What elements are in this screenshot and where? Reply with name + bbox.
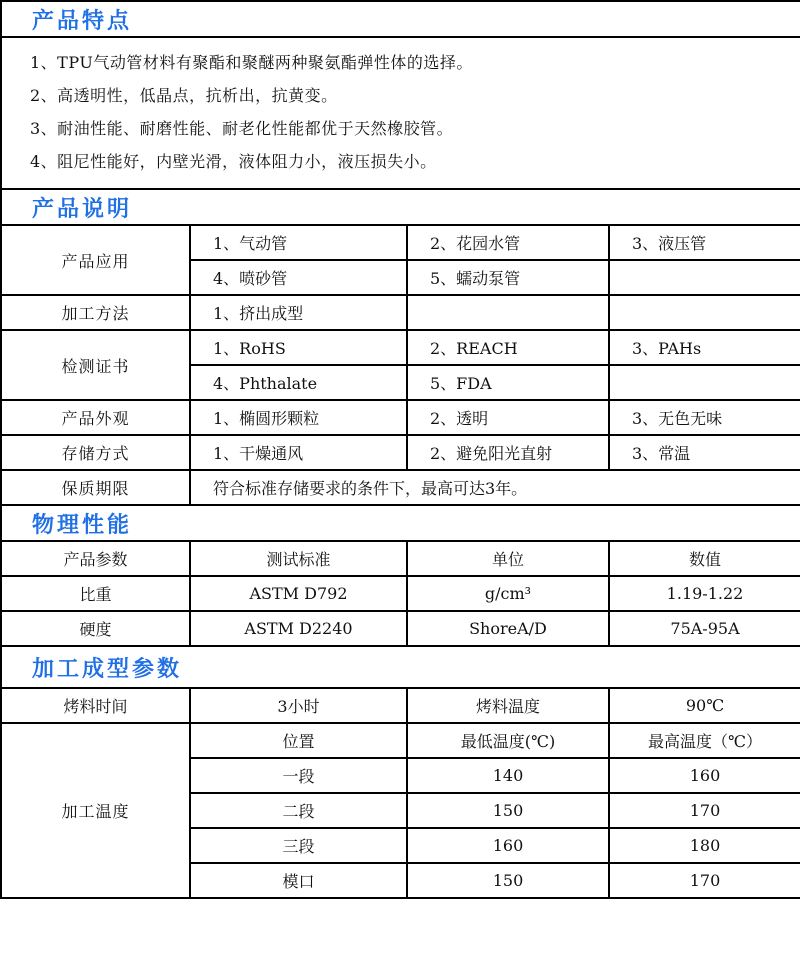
table-row bbox=[1, 330, 800, 365]
column-header: 数值 bbox=[609, 541, 800, 576]
processing-title: 加工成型参数 bbox=[1, 646, 800, 688]
cell: 160 bbox=[609, 758, 800, 793]
cell: 1、干燥通风 bbox=[190, 435, 407, 470]
features-title: 产品特点 bbox=[1, 1, 800, 37]
description-title: 产品说明 bbox=[1, 189, 800, 225]
cell bbox=[407, 295, 609, 330]
cell: g/cm³ bbox=[407, 576, 609, 611]
cell: 3、PAHs bbox=[609, 330, 800, 365]
feature-item: 4、阻尼性能好，内壁光滑，液体阻力小，液压损失小。 bbox=[30, 152, 437, 171]
processing-section-header bbox=[1, 646, 800, 688]
row-label-application: 产品应用 bbox=[1, 225, 190, 295]
cell: 180 bbox=[609, 828, 800, 863]
cell: 140 bbox=[407, 758, 609, 793]
cell: 2、REACH bbox=[407, 330, 609, 365]
cell: 烤料温度 bbox=[407, 688, 609, 723]
cell: 3、无色无味 bbox=[609, 400, 800, 435]
cell: 4、喷砂管 bbox=[190, 260, 407, 295]
table-header-row bbox=[1, 723, 800, 758]
row-label-processing-temp: 加工温度 bbox=[1, 723, 190, 898]
cell: 3小时 bbox=[190, 688, 407, 723]
column-header: 单位 bbox=[407, 541, 609, 576]
feature-item: 1、TPU气动管材料有聚酯和聚醚两种聚氨酯弹性体的选择。 bbox=[30, 53, 473, 72]
cell: 2、避免阳光直射 bbox=[407, 435, 609, 470]
description-section-header bbox=[1, 189, 800, 225]
cell: ShoreA/D bbox=[407, 611, 609, 646]
physical-title: 物理性能 bbox=[1, 505, 800, 541]
cell: 5、FDA bbox=[407, 365, 609, 400]
cell: 比重 bbox=[1, 576, 190, 611]
cell: ASTM D792 bbox=[190, 576, 407, 611]
table-row bbox=[1, 688, 800, 723]
table-row bbox=[1, 400, 800, 435]
table-row bbox=[1, 470, 800, 505]
row-label-processing-method: 加工方法 bbox=[1, 295, 190, 330]
column-header: 测试标准 bbox=[190, 541, 407, 576]
cell: 2、花园水管 bbox=[407, 225, 609, 260]
cell: ASTM D2240 bbox=[190, 611, 407, 646]
row-label-shelf-life: 保质期限 bbox=[1, 470, 190, 505]
cell: 170 bbox=[609, 793, 800, 828]
column-header: 产品参数 bbox=[1, 541, 190, 576]
feature-item: 2、高透明性，低晶点，抗析出，抗黄变。 bbox=[30, 86, 338, 105]
row-label-appearance: 产品外观 bbox=[1, 400, 190, 435]
table-row bbox=[1, 611, 800, 646]
cell: 5、蠕动泵管 bbox=[407, 260, 609, 295]
feature-item: 3、耐油性能、耐磨性能、耐老化性能都优于天然橡胶管。 bbox=[30, 119, 454, 138]
features-body bbox=[1, 37, 800, 189]
cell bbox=[609, 365, 800, 400]
cell: 三段 bbox=[190, 828, 407, 863]
cell: 75A-95A bbox=[609, 611, 800, 646]
cell: 1、气动管 bbox=[190, 225, 407, 260]
cell: 3、常温 bbox=[609, 435, 800, 470]
cell: 1、RoHS bbox=[190, 330, 407, 365]
cell: 150 bbox=[407, 793, 609, 828]
cell: 90℃ bbox=[609, 688, 800, 723]
cell: 模口 bbox=[190, 863, 407, 898]
shelf-life-text: 符合标准存储要求的条件下，最高可达3年。 bbox=[190, 470, 800, 505]
table-header-row bbox=[1, 541, 800, 576]
cell: 硬度 bbox=[1, 611, 190, 646]
features-section-header bbox=[1, 1, 800, 37]
cell: 160 bbox=[407, 828, 609, 863]
cell: 4、Phthalate bbox=[190, 365, 407, 400]
table-row bbox=[1, 576, 800, 611]
cell: 2、透明 bbox=[407, 400, 609, 435]
cell bbox=[609, 295, 800, 330]
table-row bbox=[1, 225, 800, 260]
table-row bbox=[1, 295, 800, 330]
column-header: 最低温度(℃) bbox=[407, 723, 609, 758]
cell: 1、挤出成型 bbox=[190, 295, 407, 330]
cell: 150 bbox=[407, 863, 609, 898]
cell: 烤料时间 bbox=[1, 688, 190, 723]
cell: 二段 bbox=[190, 793, 407, 828]
cell: 170 bbox=[609, 863, 800, 898]
column-header: 最高温度（℃） bbox=[609, 723, 800, 758]
row-label-storage: 存储方式 bbox=[1, 435, 190, 470]
cell: 1、椭圆形颗粒 bbox=[190, 400, 407, 435]
cell: 一段 bbox=[190, 758, 407, 793]
row-label-certificates: 检测证书 bbox=[1, 330, 190, 400]
cell bbox=[609, 260, 800, 295]
cell: 3、液压管 bbox=[609, 225, 800, 260]
column-header: 位置 bbox=[190, 723, 407, 758]
physical-section-header bbox=[1, 505, 800, 541]
cell: 1.19-1.22 bbox=[609, 576, 800, 611]
table-row bbox=[1, 435, 800, 470]
